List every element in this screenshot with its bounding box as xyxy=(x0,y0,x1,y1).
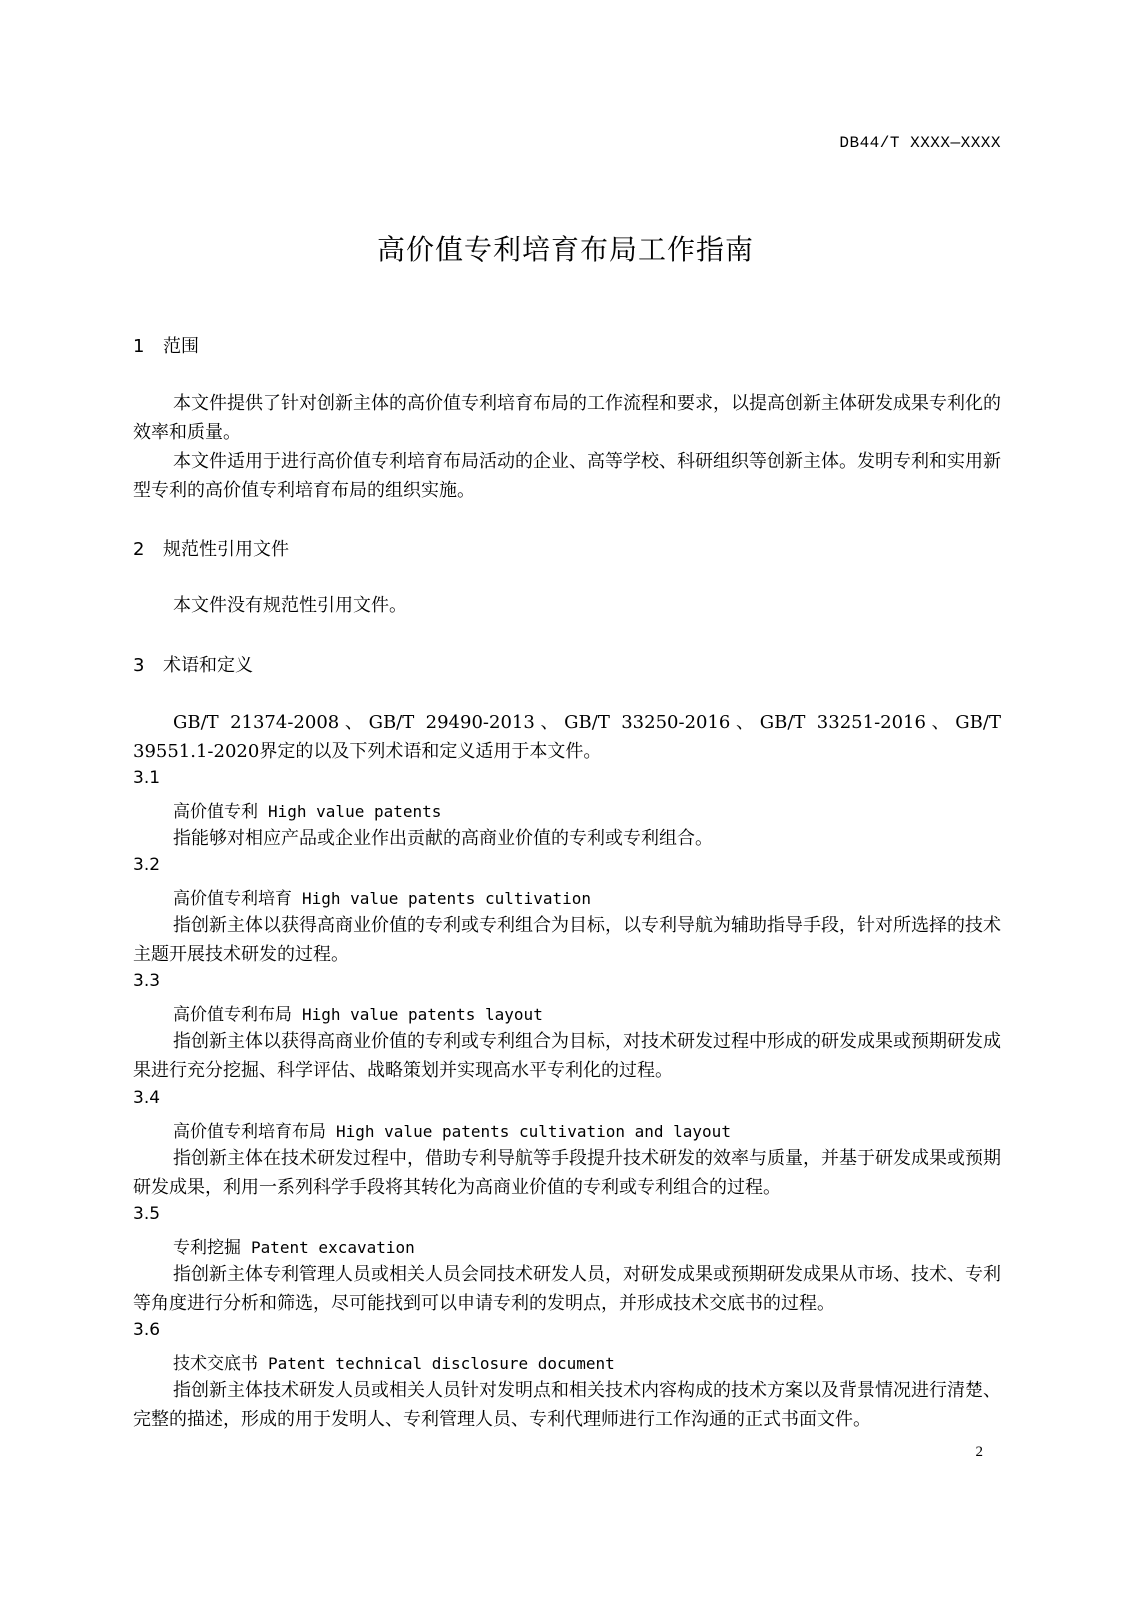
term-definition: 指创新主体以获得高商业价值的专利或专利组合为目标，对技术研发过程中形成的研发成果或预期研发成果进行充分挖掘、科学评估、战略策划并实现高水平专利化的过程。 xyxy=(133,1031,1001,1081)
term-number: 3.4 xyxy=(133,1088,161,1108)
term-definition: 指创新主体技术研发人员或相关人员针对发明点和相关技术内容构成的技术方案以及背景情况进行清楚、完整的描述，形成的用于发明人、专利管理人员、专利代理师进行工作沟通的正式书面文件。 xyxy=(133,1380,1001,1430)
term-name-en: Patent technical disclosure document xyxy=(268,1354,615,1373)
terms-intro-paragraph: GB/T 21374-2008、GB/T 29490-2013、GB/T 33250-2016、GB/T 33251-2016、GB/T 39551.1-2020界定的以及下列术语和定义适用于本文件。 xyxy=(133,712,1001,762)
term-name-cn: 技术交底书 xyxy=(173,1354,258,1374)
references-paragraph: 本文件没有规范性引用文件。 xyxy=(173,595,407,616)
term-name-en: High value patents cultivation xyxy=(302,889,591,908)
term-name xyxy=(173,1000,543,1025)
term-number: 3.1 xyxy=(133,768,161,788)
term-definition: 指能够对相应产品或企业作出贡献的高商业价值的专利或专利组合。 xyxy=(173,828,713,849)
section-title: 术语和定义 xyxy=(163,655,253,676)
term-name xyxy=(173,1349,615,1374)
term-name-cn: 高价值专利布局 xyxy=(173,1005,292,1025)
scope-paragraph-1: 本文件提供了针对创新主体的高价值专利培育布局的工作流程和要求，以提高创新主体研发成果专利化的效率和质量。 xyxy=(133,393,1001,443)
term-definition: 指创新主体在技术研发过程中，借助专利导航等手段提升技术研发的效率与质量，并基于研发成果或预期研发成果，利用一系列科学手段将其转化为高商业价值的专利或专利组合的过程。 xyxy=(133,1148,1001,1198)
term-number: 3.6 xyxy=(133,1320,161,1340)
section-number: 1 xyxy=(133,336,145,357)
section-heading-terms xyxy=(133,651,253,677)
term-name xyxy=(173,797,441,822)
term-number: 3.5 xyxy=(133,1204,161,1224)
term-name-cn: 高价值专利培育布局 xyxy=(173,1122,326,1142)
term-name-en: High value patents xyxy=(268,802,442,821)
document-code: DB44/T XXXX—XXXX xyxy=(839,134,1001,152)
term-definition: 指创新主体专利管理人员或相关人员会同技术研发人员，对研发成果或预期研发成果从市场、技术、专利等角度进行分析和筛选，尽可能找到可以申请专利的发明点，并形成技术交底书的过程。 xyxy=(133,1264,1001,1314)
term-name xyxy=(173,884,591,909)
term-name-en: High value patents cultivation and layout xyxy=(336,1122,731,1141)
term-definition: 指创新主体以获得高商业价值的专利或专利组合为目标，以专利导航为辅助指导手段，针对所选择的技术主题开展技术研发的过程。 xyxy=(133,915,1001,965)
term-name xyxy=(173,1233,415,1258)
term-name xyxy=(173,1117,731,1142)
term-name-cn: 专利挖掘 xyxy=(173,1238,241,1258)
section-number: 3 xyxy=(133,655,145,676)
term-name-cn: 高价值专利培育 xyxy=(173,889,292,909)
section-heading-scope xyxy=(133,332,199,358)
section-heading-references xyxy=(133,535,289,561)
term-name-cn: 高价值专利 xyxy=(173,802,258,822)
term-name-en: Patent excavation xyxy=(251,1238,415,1257)
document-title: 高价值专利培育布局工作指南 xyxy=(376,233,754,266)
page-number: 2 xyxy=(975,1444,983,1460)
section-title: 范围 xyxy=(163,336,199,357)
section-title: 规范性引用文件 xyxy=(163,539,289,560)
scope-paragraph-2: 本文件适用于进行高价值专利培育布局活动的企业、高等学校、科研组织等创新主体。发明专利和实用新型专利的高价值专利培育布局的组织实施。 xyxy=(133,451,1001,501)
term-number: 3.3 xyxy=(133,971,161,991)
term-number: 3.2 xyxy=(133,855,161,875)
term-name-en: High value patents layout xyxy=(302,1005,543,1024)
section-number: 2 xyxy=(133,539,145,560)
